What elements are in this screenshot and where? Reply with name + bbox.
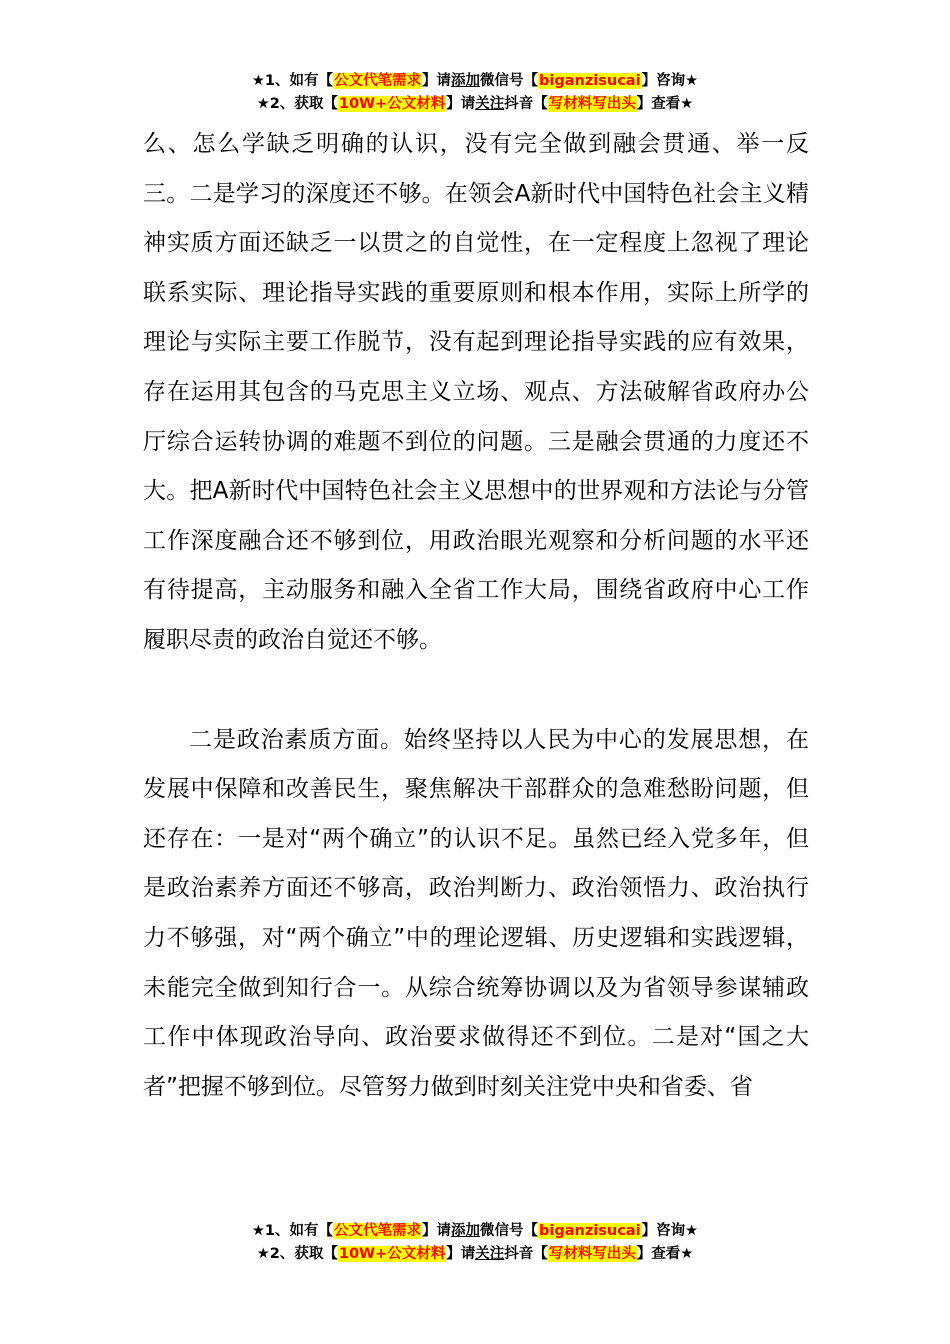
promo-banner-top	[0, 70, 950, 116]
promo-text: 】查看★	[636, 96, 694, 112]
promo-line-1	[0, 70, 950, 93]
promo-text: ★2、获取【	[256, 1246, 338, 1262]
promo-text: ★1、如有【	[251, 1223, 334, 1239]
promo-banner-bottom	[0, 1220, 950, 1266]
paragraph-gap	[143, 666, 809, 716]
promo-line-2	[0, 93, 950, 116]
promo-line-2	[0, 1243, 950, 1266]
promo-text: 抖音【	[504, 96, 548, 112]
promo-highlight: 10W+公文材料	[338, 1246, 446, 1262]
promo-text: 】请	[446, 96, 476, 112]
promo-highlight-wechat-id: biganzisucai	[539, 1223, 641, 1239]
promo-text: ★1、如有【	[251, 73, 334, 89]
promo-text: 】查看★	[636, 1246, 694, 1262]
promo-text: 】请	[422, 73, 452, 89]
promo-underlined: 关注	[475, 96, 505, 112]
promo-highlight-wechat-id: biganzisucai	[539, 73, 641, 89]
promo-highlight: 公文代笔需求	[334, 1223, 422, 1239]
promo-underlined: 添加	[451, 1223, 481, 1239]
promo-highlight: 10W+公文材料	[338, 96, 446, 112]
paragraph-1: 么、怎么学缺乏明确的认识，没有完全做到融会贯通、举一反三。二是学习的深度还不够。在领会A新时代中国特色社会主义精神实质方面还缺乏一以贯之的自觉性，在一定程度上忽视了理论联系实际、理论指导实践的重要原则和根本作用，实际上所学的理论与实际主要工作脱节，没有起到理论指导实践的应有效果，存在运用其包含的马克思主义立场、观点、方法破解省政府办公厅综合运转协调的难题不到位的问题。三是融会贯通的力度还不大。把A新时代中国特色社会主义思想中的世界观和方法论与分管工作深度融合还不够到位，用政治眼光观察和分析问题的水平还有待提高，主动服务和融入全省工作大局，围绕省政府中心工作履职尽责的政治自觉还不够。	[143, 131, 809, 653]
promo-highlight-douyin: 写材料写出头	[548, 1246, 636, 1262]
promo-underlined: 添加	[451, 73, 481, 89]
promo-text: 】咨询★	[641, 1223, 699, 1239]
document-body	[143, 120, 809, 1112]
promo-underlined: 关注	[475, 1246, 505, 1262]
paragraph-2: 二是政治素质方面。始终坚持以人民为中心的发展思想，在发展中保障和改善民生，聚焦解决干部群众的急难愁盼问题，但还存在：一是对“两个确立”的认识不足。虽然已经入党多年，但是政治素养方面还不够高，政治判断力、政治领悟力、政治执行力不够强，对“两个确立”中的理论逻辑、历史逻辑和实践逻辑，未能完全做到知行合一。从综合统筹协调以及为省领导参谋辅政工作中体现政治导向、政治要求做得还不到位。二是对“国之大者”把握不够到位。尽管努力做到时刻关注党中央和省委、省	[143, 726, 809, 1100]
promo-highlight: 公文代笔需求	[334, 73, 422, 89]
promo-text: ★2、获取【	[256, 96, 338, 112]
promo-text: 】请	[446, 1246, 476, 1262]
promo-highlight-douyin: 写材料写出头	[548, 96, 636, 112]
promo-text: 】请	[422, 1223, 452, 1239]
promo-text: 】咨询★	[641, 73, 699, 89]
promo-line-1	[0, 1220, 950, 1243]
promo-text: 微信号【	[480, 1223, 539, 1239]
promo-text: 抖音【	[504, 1246, 548, 1262]
promo-text: 微信号【	[480, 73, 539, 89]
